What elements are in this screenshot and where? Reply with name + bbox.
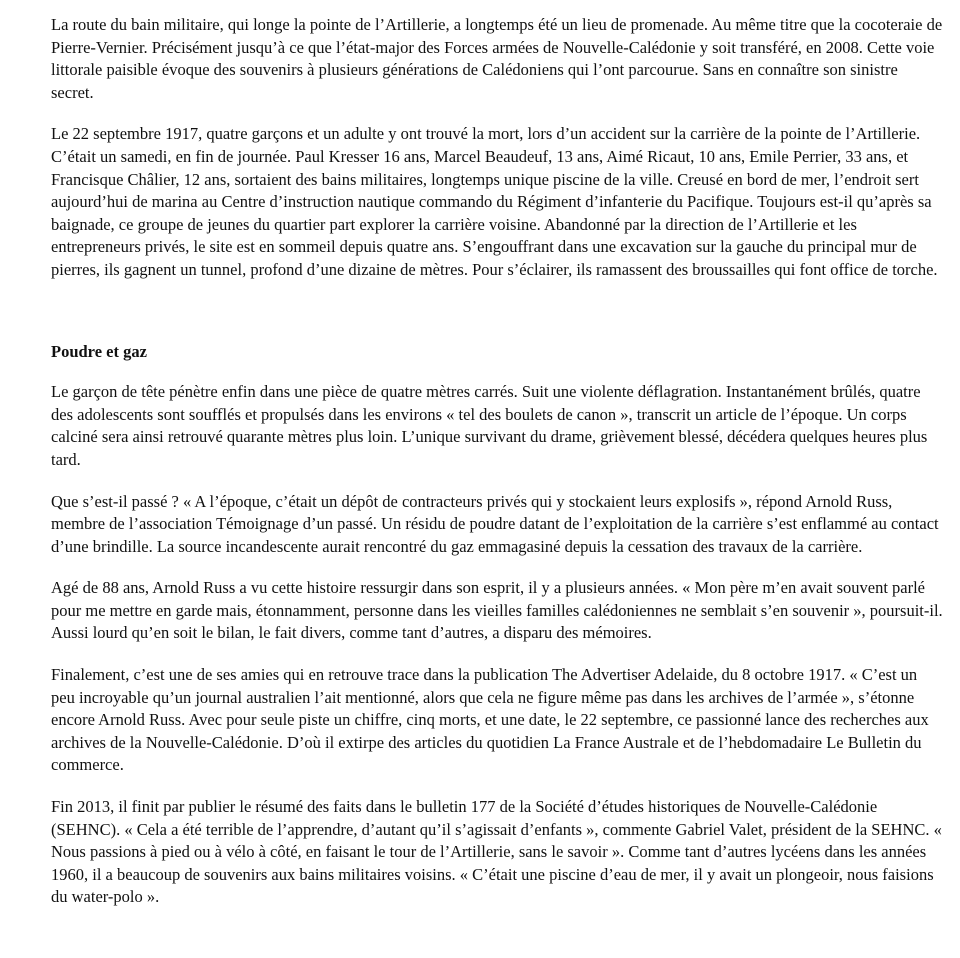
paragraph-intro-2: Le 22 septembre 1917, quatre garçons et un adulte y ont trouvé la mort, lors d’un accident sur la carrière de la pointe de l’Artillerie. C’était un samedi, en fin de journée. Paul Kresser 16 ans, Marcel Beaudeuf, 13 ans, Aimé Ricaut, 10 ans, Emile Perrier, 33 ans, et Francisque Châlier, 12 ans, sortaient des bains militaires, longtemps unique piscine de la ville. Creusé en bord de mer, l’endroit sert aujourd’hui de marina au Centre d’instruction nautique commando du Régiment d’infanterie du Pacifique. Toujours est-il qu’après sa baignade, ce groupe de jeunes du quartier part explorer la carrière voisine. Abandonné par la direction de l’Artillerie et les entrepreneurs privés, le site est en sommeil depuis quatre ans. S’engouffrant dans une excavation sur la gauche du principal mur de pierres, ils gagnent un tunnel, profond d’une dizaine de mètres. Pour s’éclairer, ils ramassent des broussailles qui font office de torche. [51,124,938,279]
section-heading: Poudre et gaz [51,341,147,361]
paragraph-section-5: Fin 2013, il finit par publier le résumé des faits dans le bulletin 177 de la Société d’études historiques de Nouvelle-Calédonie (SEHNC). « Cela a été terrible de l’apprendre, d’autant qu’il s’agissait d’enfants », commente Gabriel Valet, président de la SEHNC. « Nous passions à pied ou à vélo à côté, en faisant le tour de l’Artillerie, sans le savoir ». Comme tant d’autres lycéens dans les années 1960, il a beaucoup de souvenirs aux bains militaires voisins. « C’était une piscine d’eau de mer, il y avait un plongeoir, nous faisions du water-polo ». [51,797,942,907]
paragraph-section-4: Finalement, c’est une de ses amies qui en retrouve trace dans la publication The Advertiser Adelaide, du 8 octobre 1917. « C’est un peu incroyable qu’un journal australien l’ait mentionné, alors que cela ne figure même pas dans les archives de l’armée », s’étonne encore Arnold Russ. Avec pour seule piste un chiffre, cinq morts, et une date, le 22 septembre, ce passionné lance des recherches aux archives de la Nouvelle-Calédonie. D’où il extirpe des articles du quotidien La France Australe et de l’hebdomadaire Le Bulletin du commerce. [51,665,929,775]
paragraph-section-1: Le garçon de tête pénètre enfin dans une pièce de quatre mètres carrés. Suit une violente déflagration. Instantanément brûlés, quatre des adolescents sont soufflés et propulsés dans les environs « tel des boulets de canon », transcrit un article de l’époque. Un corps calciné sera ainsi retrouvé quarante mètres plus loin. L’unique survivant du drame, grièvement blessé, décédera quelques heures plus tard. [51,382,928,469]
paragraph-intro-1: La route du bain militaire, qui longe la pointe de l’Artillerie, a longtemps été un lieu de promenade. Au même titre que la cocoteraie de Pierre-Vernier. Précisément jusqu’à ce que l’état-major des Forces armées de Nouvelle-Calédonie y soit transféré, en 2008. Cette voie littorale paisible évoque des souvenirs à plusieurs générations de Calédoniens qui l’ont parcourue. Sans en connaître son sinistre secret. [51,15,943,102]
paragraph-section-3: Agé de 88 ans, Arnold Russ a vu cette histoire ressurgir dans son esprit, il y a plusieurs années. « Mon père m’en avait souvent parlé pour me mettre en garde mais, étonnamment, personne dans les vieilles familles calédoniennes ne semblait s’en souvenir », poursuit-il. Aussi lourd qu’en soit le bilan, le fait divers, comme tant d’autres, a disparu des mémoires. [51,578,943,643]
paragraph-section-2: Que s’est-il passé ? « A l’époque, c’était un dépôt de contracteurs privés qui y stockaient leurs explosifs », répond Arnold Russ, membre de l’association Témoignage d’un passé. Un résidu de poudre datant de l’exploitation de la carrière s’est enflammé au contact d’une brindille. La source incandescente aurait rencontré du gaz emmagasiné depuis la cessation des travaux de la carrière. [51,491,939,556]
section-spacer [51,301,944,341]
